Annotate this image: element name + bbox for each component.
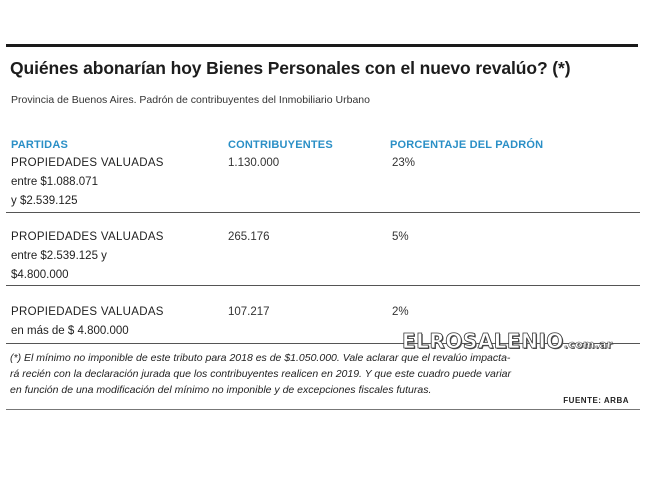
row-partida-line1: PROPIEDADES VALUADAS [11, 157, 164, 169]
row-divider [6, 285, 640, 286]
footnote [10, 350, 630, 398]
row-contribuyentes: 1.130.000 [228, 157, 280, 169]
row-divider [6, 212, 640, 213]
row-porcentaje: 2% [392, 306, 409, 318]
row-porcentaje: 5% [392, 231, 409, 243]
row-contribuyentes: 107.217 [228, 306, 270, 318]
page-subtitle: Provincia de Buenos Aires. Padrón de contribuyentes del Inmobiliario Urbano [11, 94, 370, 106]
top-rule [6, 44, 638, 47]
source-credit: FUENTE: ARBA [563, 396, 629, 405]
row-partida-line2: entre $1.088.071 [11, 176, 98, 188]
row-porcentaje: 23% [392, 157, 416, 169]
row-partida-line2: en más de $ 4.800.000 [11, 325, 129, 337]
watermark-suffix: .com.ar [563, 338, 613, 351]
column-header-partidas: PARTIDAS [11, 139, 69, 151]
footnote-line2: rá recién con la declaración jurada que los contribuyentes realicen en 2019. Y que este cuadro puede variar [10, 368, 512, 380]
row-partida-line3: y $2.539.125 [11, 195, 78, 207]
row-partida [11, 303, 164, 341]
row-partida-line1: PROPIEDADES VALUADAS [11, 231, 164, 243]
row-partida [11, 154, 164, 211]
row-contribuyentes: 265.176 [228, 231, 270, 243]
column-header-contribuyentes: CONTRIBUYENTES [228, 139, 333, 151]
row-partida-line3: $4.800.000 [11, 269, 69, 281]
row-partida-line1: PROPIEDADES VALUADAS [11, 306, 164, 318]
row-partida-line2: entre $2.539.125 y [11, 250, 107, 262]
row-partida [11, 228, 164, 285]
page-title: Quiénes abonarían hoy Bienes Personales con el nuevo revalúo? (*) [10, 58, 571, 78]
watermark-main: ELROSALENIO [402, 329, 564, 353]
footnote-line1: (*) El mínimo no imponible de este tributo para 2018 es de $1.050.000. Vale aclarar que el revalúo impacta- [10, 352, 511, 364]
footnote-line3: en función de una modificación del mínimo no imponible y de excepciones fiscales futuras. [10, 384, 432, 396]
column-header-porcentaje: PORCENTAJE DEL PADRÓN [390, 139, 544, 151]
bottom-rule [6, 409, 640, 410]
watermark-logo [402, 329, 613, 353]
